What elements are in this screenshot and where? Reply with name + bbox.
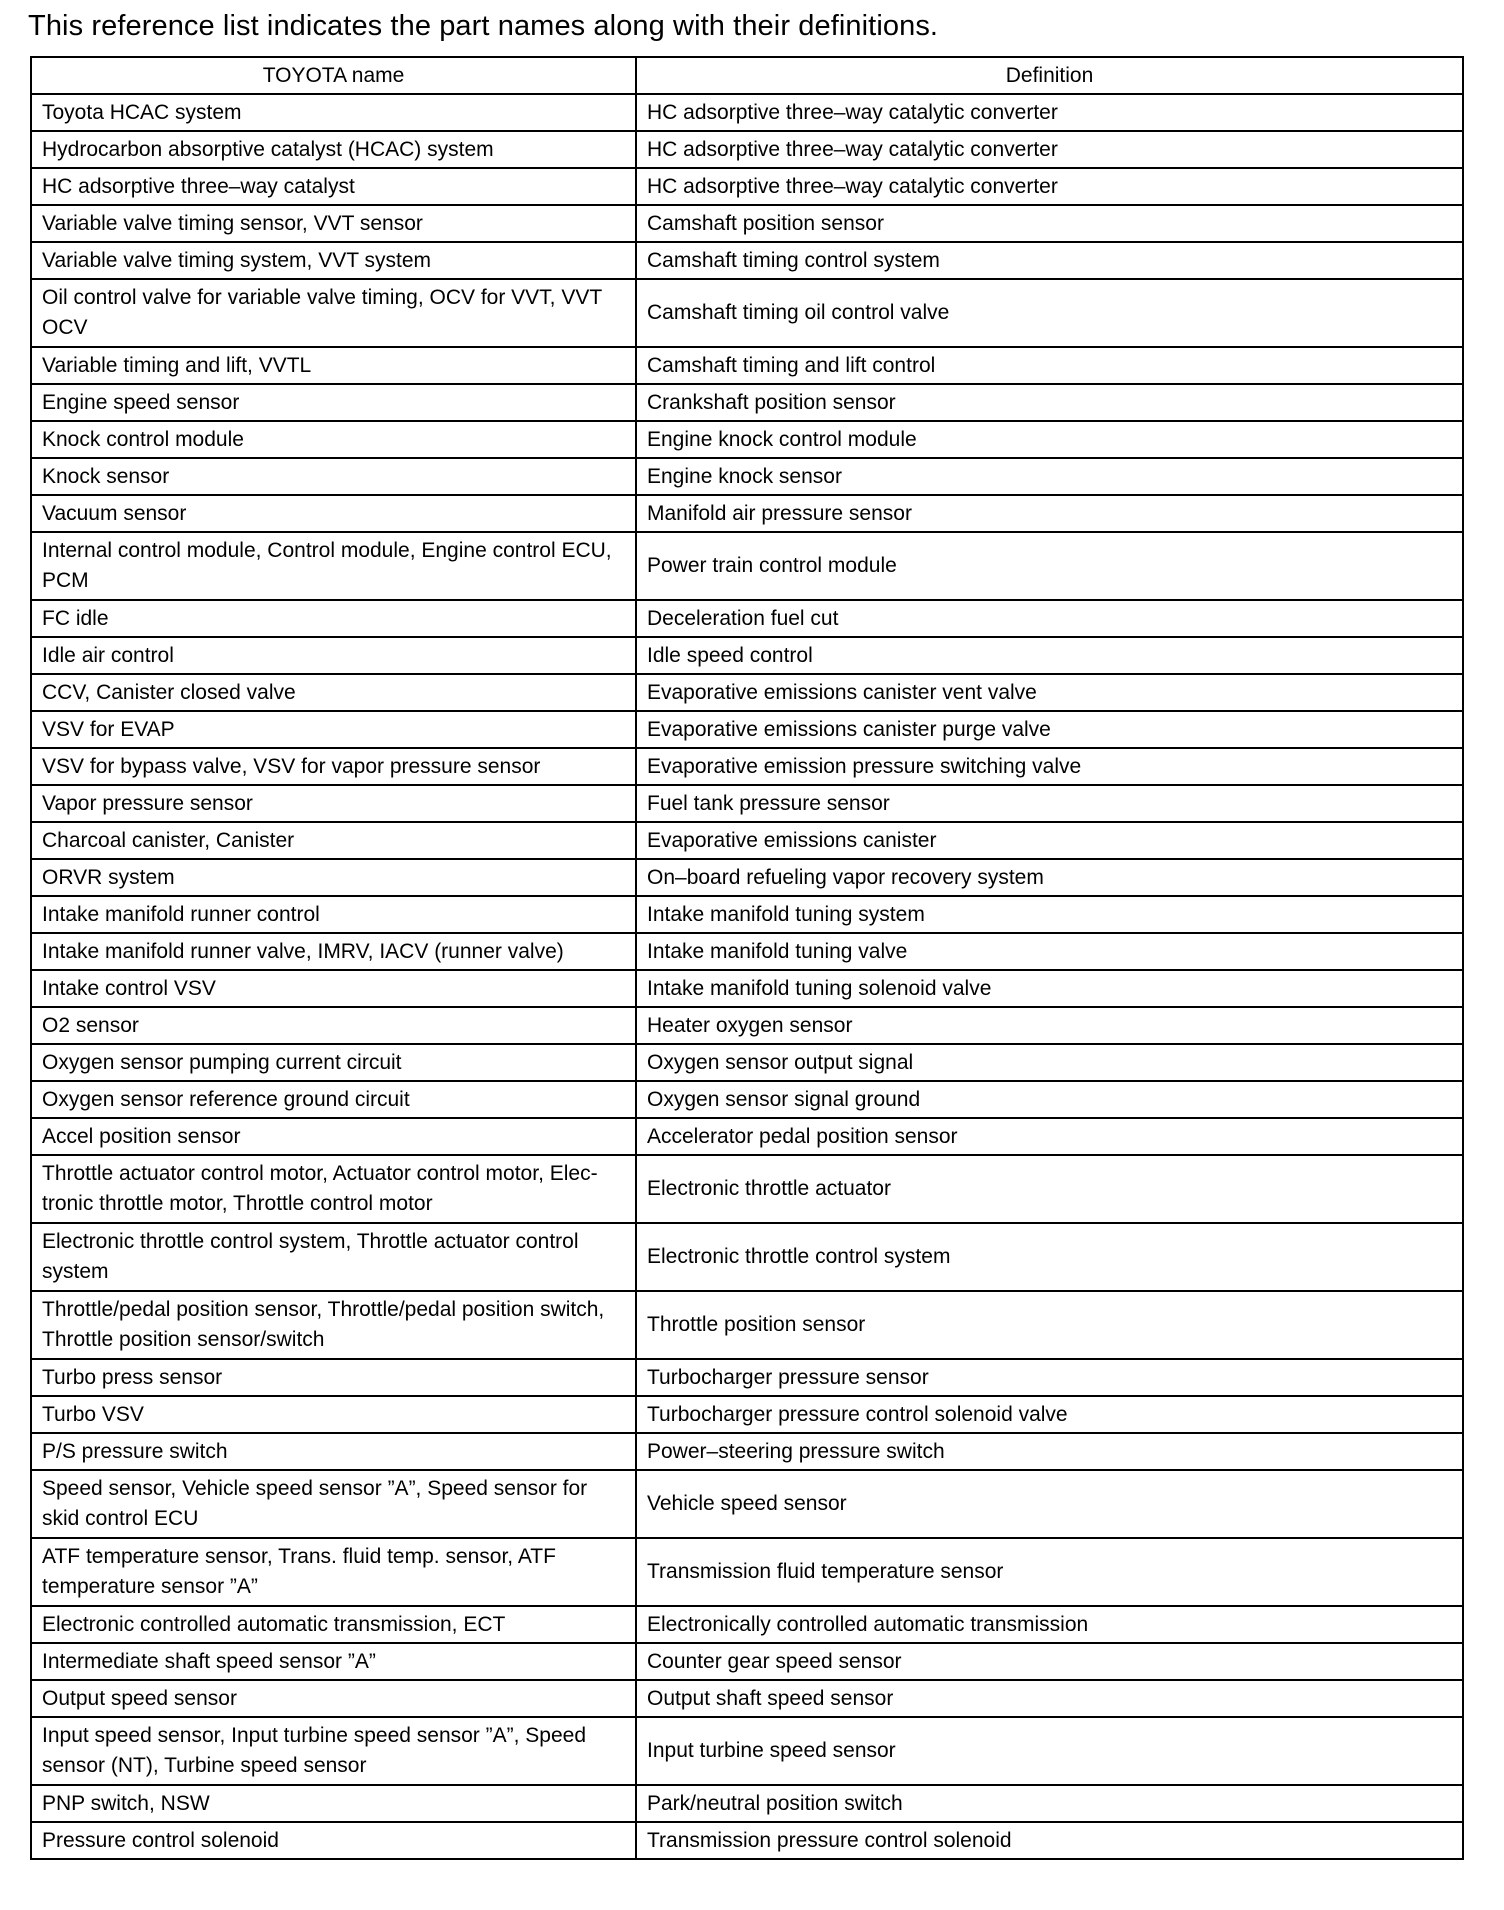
table-row bbox=[31, 1822, 1463, 1859]
table-row bbox=[31, 458, 1463, 495]
table-row bbox=[31, 1680, 1463, 1717]
toyota-name-cell: Variable valve timing system, VVT system bbox=[31, 242, 636, 279]
table-row bbox=[31, 748, 1463, 785]
toyota-name-cell: Throttle actuator control motor, Actuator control motor, Elec- tronic throttle motor, Throttle control motor bbox=[31, 1155, 636, 1223]
definition-cell: Power–steering pressure switch bbox=[636, 1433, 1463, 1470]
toyota-name-cell: Intake control VSV bbox=[31, 970, 636, 1007]
toyota-name-cell: CCV, Canister closed valve bbox=[31, 674, 636, 711]
definition-cell: Manifold air pressure sensor bbox=[636, 495, 1463, 532]
table-row bbox=[31, 1538, 1463, 1606]
definition-cell: Transmission pressure control solenoid bbox=[636, 1822, 1463, 1859]
definition-cell: Camshaft position sensor bbox=[636, 205, 1463, 242]
table-row bbox=[31, 1470, 1463, 1538]
definition-cell: Vehicle speed sensor bbox=[636, 1470, 1463, 1538]
toyota-name-cell: FC idle bbox=[31, 600, 636, 637]
definition-cell: Evaporative emission pressure switching valve bbox=[636, 748, 1463, 785]
toyota-name-cell: Turbo press sensor bbox=[31, 1359, 636, 1396]
definition-cell: Camshaft timing control system bbox=[636, 242, 1463, 279]
definition-cell: Deceleration fuel cut bbox=[636, 600, 1463, 637]
table-row bbox=[31, 711, 1463, 748]
definition-cell: HC adsorptive three–way catalytic converter bbox=[636, 131, 1463, 168]
toyota-name-cell: HC adsorptive three–way catalyst bbox=[31, 168, 636, 205]
definition-cell: Power train control module bbox=[636, 532, 1463, 600]
toyota-name-cell: Intermediate shaft speed sensor ”A” bbox=[31, 1643, 636, 1680]
definition-cell: Evaporative emissions canister purge valve bbox=[636, 711, 1463, 748]
table-row bbox=[31, 1359, 1463, 1396]
definition-cell: Park/neutral position switch bbox=[636, 1785, 1463, 1822]
toyota-name-cell: O2 sensor bbox=[31, 1007, 636, 1044]
definition-cell: Intake manifold tuning valve bbox=[636, 933, 1463, 970]
toyota-name-cell: ORVR system bbox=[31, 859, 636, 896]
toyota-name-cell: Turbo VSV bbox=[31, 1396, 636, 1433]
definition-cell: On–board refueling vapor recovery system bbox=[636, 859, 1463, 896]
table-row bbox=[31, 933, 1463, 970]
table-row bbox=[31, 1118, 1463, 1155]
toyota-name-cell: Hydrocarbon absorptive catalyst (HCAC) system bbox=[31, 131, 636, 168]
definition-cell: Throttle position sensor bbox=[636, 1291, 1463, 1359]
reference-table bbox=[30, 56, 1464, 1860]
table-row bbox=[31, 421, 1463, 458]
page-heading: This reference list indicates the part names along with their definitions. bbox=[28, 10, 939, 42]
definition-cell: Fuel tank pressure sensor bbox=[636, 785, 1463, 822]
table-body bbox=[31, 94, 1463, 1859]
definition-cell: Oxygen sensor output signal bbox=[636, 1044, 1463, 1081]
definition-cell: Transmission fluid temperature sensor bbox=[636, 1538, 1463, 1606]
definition-cell: Turbocharger pressure control solenoid valve bbox=[636, 1396, 1463, 1433]
table-row bbox=[31, 1291, 1463, 1359]
toyota-name-cell: Knock control module bbox=[31, 421, 636, 458]
definition-cell: Output shaft speed sensor bbox=[636, 1680, 1463, 1717]
toyota-name-cell: Pressure control solenoid bbox=[31, 1822, 636, 1859]
definition-cell: Input turbine speed sensor bbox=[636, 1717, 1463, 1785]
toyota-name-cell: VSV for EVAP bbox=[31, 711, 636, 748]
toyota-name-cell: Oxygen sensor reference ground circuit bbox=[31, 1081, 636, 1118]
toyota-name-cell: Throttle/pedal position sensor, Throttle/pedal position switch, Throttle position sensor/switch bbox=[31, 1291, 636, 1359]
definition-cell: Counter gear speed sensor bbox=[636, 1643, 1463, 1680]
table-row bbox=[31, 1717, 1463, 1785]
definition-cell: HC adsorptive three–way catalytic converter bbox=[636, 94, 1463, 131]
table-row bbox=[31, 94, 1463, 131]
table-row bbox=[31, 970, 1463, 1007]
table-row bbox=[31, 1007, 1463, 1044]
toyota-name-cell: Electronic throttle control system, Throttle actuator control system bbox=[31, 1223, 636, 1291]
definition-cell: Electronically controlled automatic transmission bbox=[636, 1606, 1463, 1643]
toyota-name-cell: Oxygen sensor pumping current circuit bbox=[31, 1044, 636, 1081]
toyota-name-cell: Oil control valve for variable valve timing, OCV for VVT, VVT OCV bbox=[31, 279, 636, 347]
definition-cell: Intake manifold tuning solenoid valve bbox=[636, 970, 1463, 1007]
definition-cell: Camshaft timing oil control valve bbox=[636, 279, 1463, 347]
table-row bbox=[31, 532, 1463, 600]
table-row bbox=[31, 1433, 1463, 1470]
toyota-name-cell: Engine speed sensor bbox=[31, 384, 636, 421]
table-row bbox=[31, 822, 1463, 859]
definition-cell: Heater oxygen sensor bbox=[636, 1007, 1463, 1044]
table-row bbox=[31, 242, 1463, 279]
table-row bbox=[31, 637, 1463, 674]
table-row bbox=[31, 1785, 1463, 1822]
toyota-name-cell: Internal control module, Control module, Engine control ECU, PCM bbox=[31, 532, 636, 600]
definition-cell: Crankshaft position sensor bbox=[636, 384, 1463, 421]
definition-cell: Engine knock control module bbox=[636, 421, 1463, 458]
table-row bbox=[31, 674, 1463, 711]
table-row bbox=[31, 1606, 1463, 1643]
toyota-name-cell: P/S pressure switch bbox=[31, 1433, 636, 1470]
toyota-name-cell: Knock sensor bbox=[31, 458, 636, 495]
definition-cell: Evaporative emissions canister bbox=[636, 822, 1463, 859]
toyota-name-cell: Idle air control bbox=[31, 637, 636, 674]
table-row bbox=[31, 495, 1463, 532]
definition-cell: HC adsorptive three–way catalytic converter bbox=[636, 168, 1463, 205]
table-row bbox=[31, 1223, 1463, 1291]
toyota-name-cell: Charcoal canister, Canister bbox=[31, 822, 636, 859]
definition-cell: Turbocharger pressure sensor bbox=[636, 1359, 1463, 1396]
toyota-name-cell: PNP switch, NSW bbox=[31, 1785, 636, 1822]
definition-cell: Evaporative emissions canister vent valve bbox=[636, 674, 1463, 711]
table-row bbox=[31, 859, 1463, 896]
column-header-definition: Definition bbox=[636, 57, 1463, 94]
toyota-name-cell: Toyota HCAC system bbox=[31, 94, 636, 131]
toyota-name-cell: Accel position sensor bbox=[31, 1118, 636, 1155]
table-row bbox=[31, 279, 1463, 347]
table-row bbox=[31, 1643, 1463, 1680]
definition-cell: Oxygen sensor signal ground bbox=[636, 1081, 1463, 1118]
table-row bbox=[31, 1396, 1463, 1433]
toyota-name-cell: Electronic controlled automatic transmission, ECT bbox=[31, 1606, 636, 1643]
toyota-name-cell: Intake manifold runner valve, IMRV, IACV (runner valve) bbox=[31, 933, 636, 970]
toyota-name-cell: Variable valve timing sensor, VVT sensor bbox=[31, 205, 636, 242]
table-row bbox=[31, 896, 1463, 933]
toyota-name-cell: Variable timing and lift, VVTL bbox=[31, 347, 636, 384]
table-row bbox=[31, 205, 1463, 242]
toyota-name-cell: Vacuum sensor bbox=[31, 495, 636, 532]
table-row bbox=[31, 168, 1463, 205]
definition-cell: Accelerator pedal position sensor bbox=[636, 1118, 1463, 1155]
toyota-name-cell: Speed sensor, Vehicle speed sensor ”A”, Speed sensor for skid control ECU bbox=[31, 1470, 636, 1538]
toyota-name-cell: Vapor pressure sensor bbox=[31, 785, 636, 822]
column-header-toyota-name: TOYOTA name bbox=[31, 57, 636, 94]
table-row bbox=[31, 600, 1463, 637]
table-row bbox=[31, 347, 1463, 384]
definition-cell: Electronic throttle actuator bbox=[636, 1155, 1463, 1223]
toyota-name-cell: Output speed sensor bbox=[31, 1680, 636, 1717]
table-row bbox=[31, 1044, 1463, 1081]
table-header-row bbox=[31, 57, 1463, 94]
toyota-name-cell: ATF temperature sensor, Trans. fluid temp. sensor, ATF temperature sensor ”A” bbox=[31, 1538, 636, 1606]
table-row bbox=[31, 131, 1463, 168]
definition-cell: Camshaft timing and lift control bbox=[636, 347, 1463, 384]
definition-cell: Idle speed control bbox=[636, 637, 1463, 674]
table-row bbox=[31, 1155, 1463, 1223]
table-row bbox=[31, 1081, 1463, 1118]
table-row bbox=[31, 785, 1463, 822]
definition-cell: Engine knock sensor bbox=[636, 458, 1463, 495]
definition-cell: Electronic throttle control system bbox=[636, 1223, 1463, 1291]
definition-cell: Intake manifold tuning system bbox=[636, 896, 1463, 933]
toyota-name-cell: VSV for bypass valve, VSV for vapor pressure sensor bbox=[31, 748, 636, 785]
toyota-name-cell: Intake manifold runner control bbox=[31, 896, 636, 933]
table-row bbox=[31, 384, 1463, 421]
toyota-name-cell: Input speed sensor, Input turbine speed sensor ”A”, Speed sensor (NT), Turbine speed sensor bbox=[31, 1717, 636, 1785]
